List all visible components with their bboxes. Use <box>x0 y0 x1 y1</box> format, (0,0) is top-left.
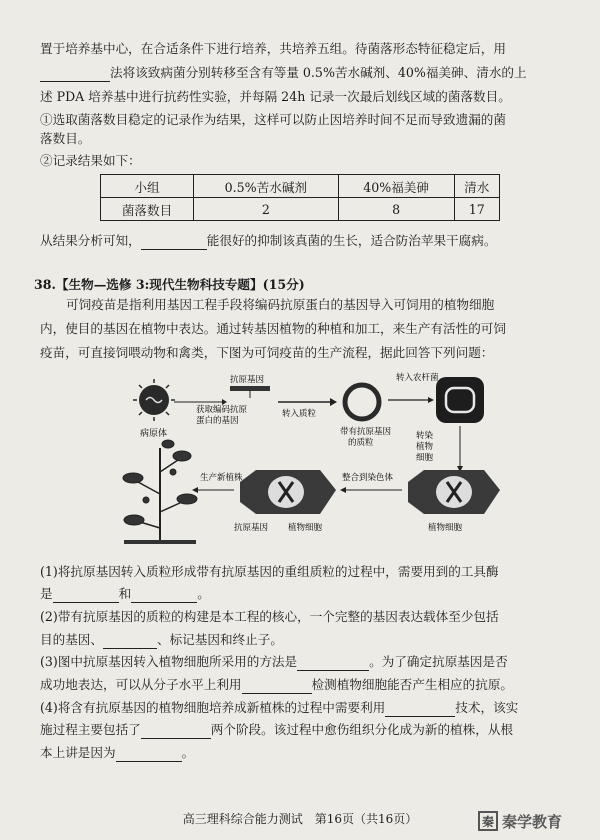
answer-blank[interactable] <box>141 724 211 739</box>
table-header-row <box>101 175 500 198</box>
plant-cell-label: 植物细胞 <box>428 523 463 533</box>
plant-icon <box>123 440 197 544</box>
q37-line-2: 法将该致病菌分别转移至含有等量 0.5%苦水碱剂、40%福美砷、清水的上 <box>40 64 527 82</box>
transform-label-1: 转染 <box>416 431 434 441</box>
q38-para-1: 可饲疫苗是指利用基因工程手段将编码抗原蛋白的基因导入可饲用的植物细胞 <box>66 297 495 312</box>
plasmid-label-1: 带有抗原基因 <box>340 427 392 437</box>
agro-label: 转入农杆菌 <box>396 373 439 383</box>
q38-sub4-line2: 施过程主要包括了 两个阶段。该过程中愈伤组织分化成为新的植株，从根 <box>40 722 513 737</box>
integrate-label: 整合到染色体 <box>342 473 394 483</box>
q38-sub1-line1: (1)将抗原基因转入质粒形成带有抗原基因的重组质粒的过程中，需要用到的工具酶 <box>40 564 499 579</box>
answer-blank[interactable] <box>116 747 182 762</box>
q37-line-5: 落数目。 <box>40 131 91 146</box>
q38-sub3-line1: (3)图中抗原基因转入植物细胞所采用的方法是 。为了确定抗原基因是否 <box>40 654 508 669</box>
q38-sub2-line1: (2)带有抗原基因的质粒的构建是本工程的核心，一个完整的基因表达载体至少包括 <box>40 609 499 624</box>
q38-title: 38.【生物—选修 3:现代生物科技专题】(15分) <box>34 277 305 292</box>
table-header-cell: 0.5%苦水碱剂 <box>194 175 339 198</box>
table-cell: 17 <box>454 198 499 221</box>
plasmid-icon <box>345 385 379 419</box>
plasmid-label-2: 的质粒 <box>348 438 374 448</box>
q38-para-3: 疫苗，可直接饲喂动物和禽类，下图为可饲疫苗的生产流程，据此回答下列问题： <box>40 345 494 360</box>
pathogen-label: 病原体 <box>140 429 168 439</box>
q38-sub3-line2: 成功地表达，可以从分子水平上利用 检测植物细胞能否产生相应的抗原。 <box>40 677 513 692</box>
page-footer: 高三理科综合能力测试 第16页（共16页） <box>182 812 418 826</box>
vaccine-flow-diagram <box>110 372 510 550</box>
logo-text: 秦学教育 <box>502 812 563 831</box>
table-cell: 2 <box>194 198 339 221</box>
q38-sub4-line1: (4)将含有抗原基因的植物细胞培养成新植株的过程中需要利用 技术，该实 <box>40 700 519 715</box>
transform-label-2: 植物 <box>416 442 434 452</box>
antigen-gene-label: 抗原基因 <box>230 375 265 385</box>
agrobacterium-icon <box>436 377 484 423</box>
answer-blank[interactable] <box>103 634 157 649</box>
table-row <box>101 198 500 221</box>
grow-label: 生产新植株 <box>200 473 243 483</box>
table-header-cell: 40%福美砷 <box>338 175 454 198</box>
answer-blank[interactable] <box>297 656 369 671</box>
answer-blank[interactable] <box>385 702 455 717</box>
transform-label-3: 细胞 <box>416 453 434 463</box>
answer-blank[interactable] <box>53 588 119 603</box>
table-row-label: 菌落数目 <box>101 198 194 221</box>
answer-blank[interactable] <box>242 679 312 694</box>
get-gene-label-2: 蛋白的基因 <box>196 416 239 426</box>
q37-conclusion: 从结果分析可知， 能很好的抑制该真菌的生长，适合防治苹果干腐病。 <box>40 233 497 248</box>
get-gene-label-1: 获取编码抗原 <box>196 405 248 415</box>
brand-logo <box>478 808 596 834</box>
pathogen-icon <box>133 379 175 421</box>
q37-line-4: ①选取菌落数目稳定的记录作为结果，这样可以防止因培养时间不足而导致遗漏的菌 <box>40 112 506 127</box>
to-plasmid-label: 转入质粒 <box>282 409 317 419</box>
table-header-cell: 小组 <box>101 175 194 198</box>
q38-sub1-line2: 是 和 。 <box>40 586 210 601</box>
q37-line-6: ②记录结果如下： <box>40 153 141 168</box>
q37-line-1: 置于培养基中心，在合适条件下进行培养，共培养五组。待菌落形态特征稳定后，用 <box>40 41 506 56</box>
logo-mark-icon: 秦 <box>478 811 498 831</box>
q38-sub2-line2: 目的基因、 、标记基因和终止子。 <box>40 632 283 647</box>
answer-blank[interactable] <box>131 588 197 603</box>
answer-blank[interactable] <box>141 235 207 250</box>
plant-cell-label-2: 植物细胞 <box>288 523 323 533</box>
results-table <box>100 174 500 221</box>
q38-sub4-line3: 本上讲是因为 。 <box>40 745 195 760</box>
plant-cell-icon <box>408 470 500 514</box>
table-cell: 8 <box>338 198 454 221</box>
plant-cell-icon-2 <box>240 470 336 514</box>
q37-line-3: 述 PDA 培养基中进行抗药性实验，并每隔 24h 记录一次最后划线区域的菌落数目。 <box>40 89 511 104</box>
table-header-cell: 清水 <box>454 175 499 198</box>
q38-para-2: 内，使目的基因在植物中表达。通过转基因植物的种植和加工，来生产有活性的可饲 <box>40 321 506 336</box>
answer-blank[interactable] <box>40 67 110 82</box>
antigen-gene-label-2: 抗原基因 <box>234 523 269 533</box>
